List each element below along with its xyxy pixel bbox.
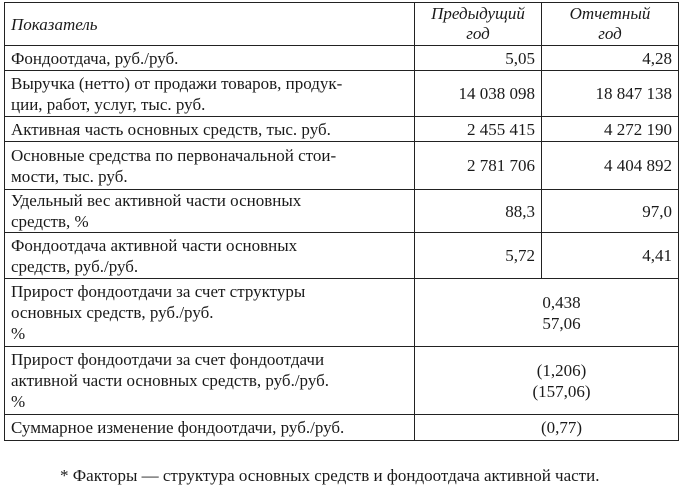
table-row (5, 142, 679, 190)
prev-value: 5,05 (415, 46, 542, 71)
row-label: Прирост фондоотдачи за счет структуры основных средств, руб./руб. % (5, 279, 415, 347)
total-row (5, 415, 679, 441)
table-row (5, 190, 679, 233)
table-row (5, 233, 679, 279)
row-label: Выручка (нетто) от продажи товаров, продук- ции, работ, услуг, тыс. руб. (5, 71, 415, 117)
table-row (5, 46, 679, 71)
curr-value: 4 272 190 (542, 117, 679, 142)
header-prev-year: Предыдущий год (415, 3, 542, 46)
header-indicator: Показатель (5, 3, 415, 46)
curr-value: 97,0 (542, 190, 679, 233)
table-row (5, 117, 679, 142)
prev-value: 5,72 (415, 233, 542, 279)
prev-value: 2 455 415 (415, 117, 542, 142)
table-row-merged (5, 279, 679, 347)
total-value: (0,77) (415, 415, 679, 441)
indicators-table (4, 2, 679, 441)
table-row (5, 71, 679, 117)
merged-value: 0,438 57,06 (415, 279, 679, 347)
total-label: Суммарное изменение фондоотдачи, руб./руб. (5, 415, 415, 441)
row-label: Удельный вес активной части основных средств, % (5, 190, 415, 233)
prev-value: 88,3 (415, 190, 542, 233)
header-row (5, 3, 679, 46)
footnote: * Факторы — структура основных средств и фондоотдача активной части. (60, 466, 600, 485)
prev-value: 2 781 706 (415, 142, 542, 190)
curr-value: 4 404 892 (542, 142, 679, 190)
header-curr-year: Отчетный год (542, 3, 679, 46)
curr-value: 4,28 (542, 46, 679, 71)
row-label: Фондоотдача, руб./руб. (5, 46, 415, 71)
row-label: Фондоотдача активной части основных средств, руб./руб. (5, 233, 415, 279)
row-label: Активная часть основных средств, тыс. руб. (5, 117, 415, 142)
prev-value: 14 038 098 (415, 71, 542, 117)
curr-value: 18 847 138 (542, 71, 679, 117)
row-label: Прирост фондоотдачи за счет фондоотдачи активной части основных средств, руб./руб. % (5, 347, 415, 415)
merged-value: (1,206) (157,06) (415, 347, 679, 415)
curr-value: 4,41 (542, 233, 679, 279)
table-row-merged (5, 347, 679, 415)
row-label: Основные средства по первоначальной стои- мости, тыс. руб. (5, 142, 415, 190)
